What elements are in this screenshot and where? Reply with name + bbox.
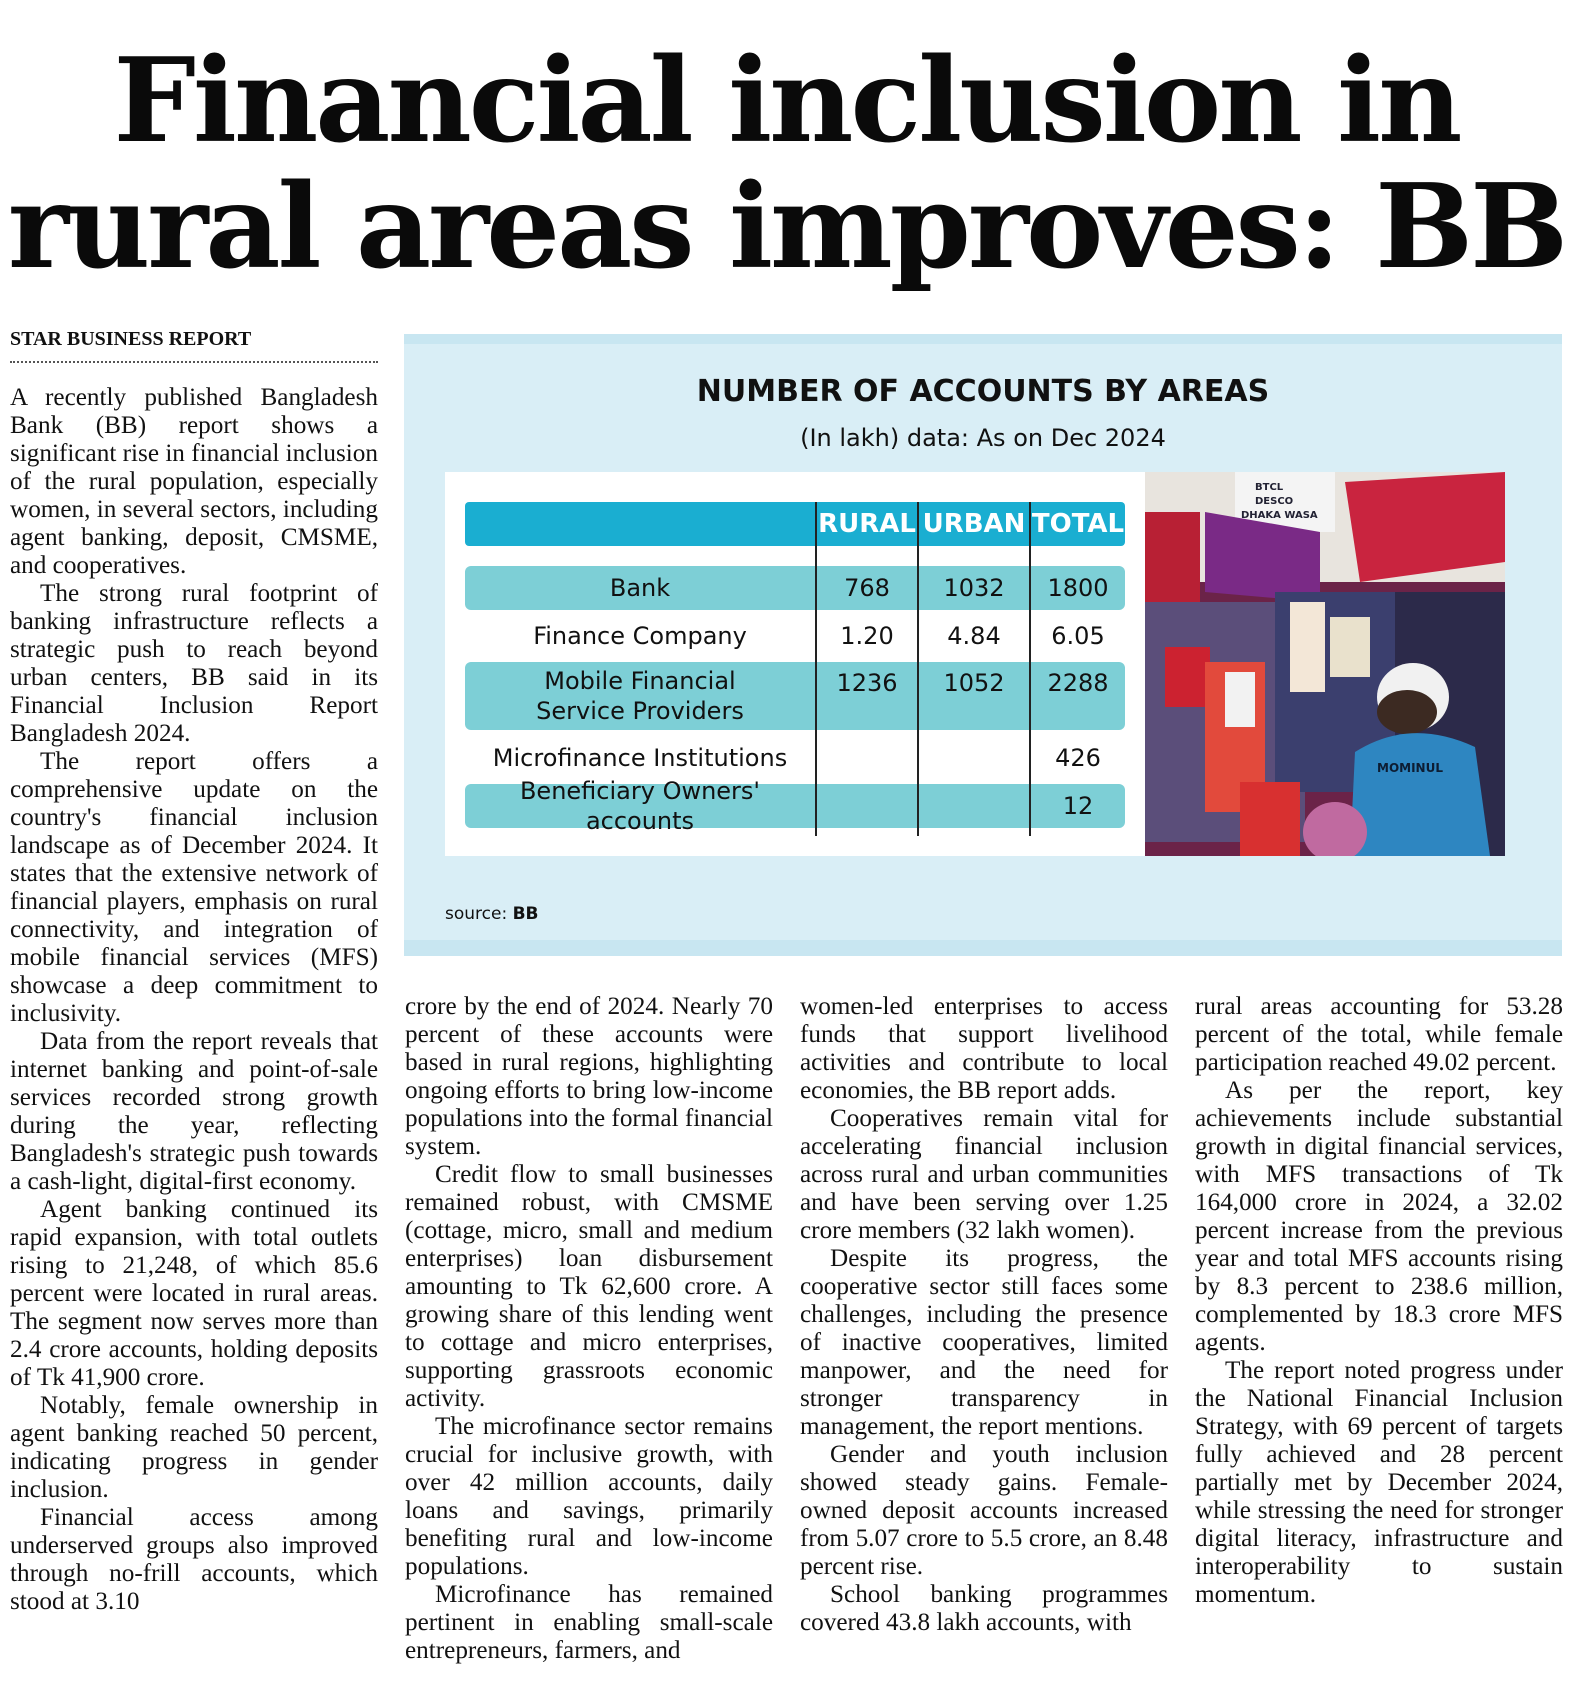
paragraph: rural areas accounting for 53.28 percent of the total, while female participation reached 49.02 percent. — [1195, 993, 1563, 1076]
column-header-urban: URBAN — [922, 509, 1026, 539]
infographic-footer-band — [404, 940, 1562, 956]
paragraph: The microfinance sector remains crucial for inclusive growth, with over 42 million accounts, daily loans and savings, primarily benefiting rural and low-income populations. — [405, 1413, 773, 1580]
paragraph: Credit flow to small businesses remained robust, with CMSME (cottage, micro, small and medium enterprises) loan disbursement amounting to Tk 62,600 crore. A growing share of this lending went to cottage and micro enterprises, supporting grassroots economic activity. — [405, 1161, 773, 1412]
paragraph: School banking programmes covered 43.8 lakh accounts, with — [800, 1581, 1168, 1636]
paragraph: Gender and youth inclusion showed steady gains. Female-owned deposit accounts increased from 5.07 crore to 5.5 crore, an 8.48 percent rise. — [800, 1441, 1168, 1580]
paragraph: Despite its progress, the cooperative sector still faces some challenges, including the presence of inactive cooperatives, limited manpower, and the need for stronger transparency in management, the report mentions. — [800, 1245, 1168, 1440]
row-label: Finance Company — [533, 622, 747, 650]
table-row-microfinance — [465, 736, 1125, 780]
total-value: 1800 — [1047, 574, 1109, 602]
street-kiosk-photo — [1145, 472, 1505, 856]
infographic — [404, 334, 1562, 946]
column-divider — [815, 502, 817, 836]
table-row-bank — [465, 566, 1125, 610]
column-divider — [1029, 502, 1031, 836]
table-row-bo-accounts — [465, 777, 1125, 835]
infographic-subtitle: (In lakh) data: As on Dec 2024 — [800, 424, 1166, 452]
urban-value — [919, 784, 1029, 828]
article-column-1 — [10, 384, 378, 1616]
paragraph: The strong rural footprint of banking infrastructure reflects a strategic push to reach beyond urban centers, BB said in its Financial Inclusion Report Bangladesh 2024. — [10, 580, 378, 747]
article-column-2 — [405, 993, 773, 1665]
photo-illustration — [1145, 472, 1505, 856]
paragraph: Notably, female ownership in agent banking reached 50 percent, indicating progress in gender inclusion. — [10, 1392, 378, 1503]
row-label: Mobile Financial Service Providers — [536, 667, 744, 725]
jersey-text: MOMINUL — [1377, 761, 1443, 775]
headline-line-1: Financial inclusion in — [113, 33, 1460, 169]
paragraph: The report offers a comprehensive update on the country's financial inclusion landscape as of December 2024. It states that the extensive network of financial players, emphasis on rural connectivity, and integration of mobile financial services (MFS) showcase a deep commitment to inclusivity. — [10, 748, 378, 1027]
paragraph: Cooperatives remain vital for accelerating financial inclusion across rural and urban communities and have been serving over 1.25 crore members (32 lakh women). — [800, 1105, 1168, 1244]
headline — [0, 33, 1573, 295]
urban-value: 1052 — [943, 669, 1005, 697]
infographic-title: NUMBER OF ACCOUNTS BY AREAS — [696, 374, 1270, 409]
paragraph: Financial access among underserved groups also improved through no-frill accounts, which stood at 3.10 — [10, 1504, 378, 1615]
row-label: Microfinance Institutions — [492, 744, 788, 772]
rural-value — [817, 784, 917, 828]
rural-value: 1236 — [836, 669, 898, 697]
rural-value: 768 — [844, 574, 890, 602]
column-divider — [917, 502, 919, 836]
total-value: 2288 — [1047, 669, 1109, 697]
urban-value: 4.84 — [947, 622, 1001, 650]
paragraph: As per the report, key achievements include substantial growth in digital financial services, with MFS transactions of Tk 164,000 crore in 2024, a 32.02 percent increase from the previous year and total MFS accounts rising by 8.3 percent to 238.6 million, complemented by 18.3 crore MFS agents. — [1195, 1077, 1563, 1356]
paragraph: A recently published Bangladesh Bank (BB) report shows a significant rise in financial inclusion of the rural population, especially women, in several sectors, including agent banking, deposit, CMSME, and cooperatives. — [10, 384, 378, 579]
column-header-total: TOTAL — [1031, 509, 1125, 539]
total-value: 6.05 — [1051, 622, 1105, 650]
sign-dhaka-wasa: DHAKA WASA — [1241, 510, 1318, 521]
urban-value: 1032 — [943, 574, 1005, 602]
row-label: Bank — [609, 574, 671, 602]
sign-desco: DESCO — [1255, 496, 1294, 507]
table-row-finance-company — [465, 614, 1125, 658]
column-header-rural: RURAL — [818, 509, 916, 539]
infographic-panel — [445, 472, 1505, 856]
article-column-3 — [800, 993, 1168, 1637]
article-column-4 — [1195, 993, 1563, 1609]
byline: STAR BUSINESS REPORT — [10, 328, 378, 363]
accounts-table — [465, 502, 1125, 836]
paragraph: crore by the end of 2024. Nearly 70 percent of these accounts were based in rural regions, highlighting ongoing efforts to bring low-income populations into the formal financial system. — [405, 993, 773, 1160]
total-value: 12 — [1062, 792, 1094, 820]
sign-btcl: BTCL — [1255, 482, 1284, 493]
paragraph: Microfinance has remained pertinent in enabling small-scale entrepreneurs, farmers, and — [405, 1581, 773, 1664]
paragraph: Agent banking continued its rapid expansion, with total outlets rising to 21,248, of which 85.6 percent were located in rural areas. The segment now serves more than 2.4 crore accounts, holding deposits of Tk 41,900 crore. — [10, 1196, 378, 1391]
rural-value — [817, 736, 917, 780]
headline-line-2: rural areas improves: BB — [7, 159, 1566, 295]
total-value: 426 — [1055, 744, 1101, 772]
urban-value — [919, 736, 1029, 780]
row-label: Beneficiary Owners' accounts — [519, 777, 761, 835]
rural-value: 1.20 — [840, 622, 894, 650]
source-value: BB — [512, 904, 539, 924]
paragraph: The report noted progress under the National Financial Inclusion Strategy, with 69 percent of targets fully achieved and 28 percent partially met by December 2024, while stressing the need for stronger digital literacy, infrastructure and interoperability to sustain momentum. — [1195, 1357, 1563, 1608]
source-note — [445, 904, 539, 924]
source-label: source: — [445, 904, 508, 924]
table-row-mfs-providers — [465, 662, 1125, 730]
paragraph: Data from the report reveals that internet banking and point-of-sale services recorded strong growth during the year, reflecting Bangladesh's strategic push towards a cash-light, digital-first economy. — [10, 1028, 378, 1195]
paragraph: women-led enterprises to access funds that support livelihood activities and contribute to local economies, the BB report adds. — [800, 993, 1168, 1104]
